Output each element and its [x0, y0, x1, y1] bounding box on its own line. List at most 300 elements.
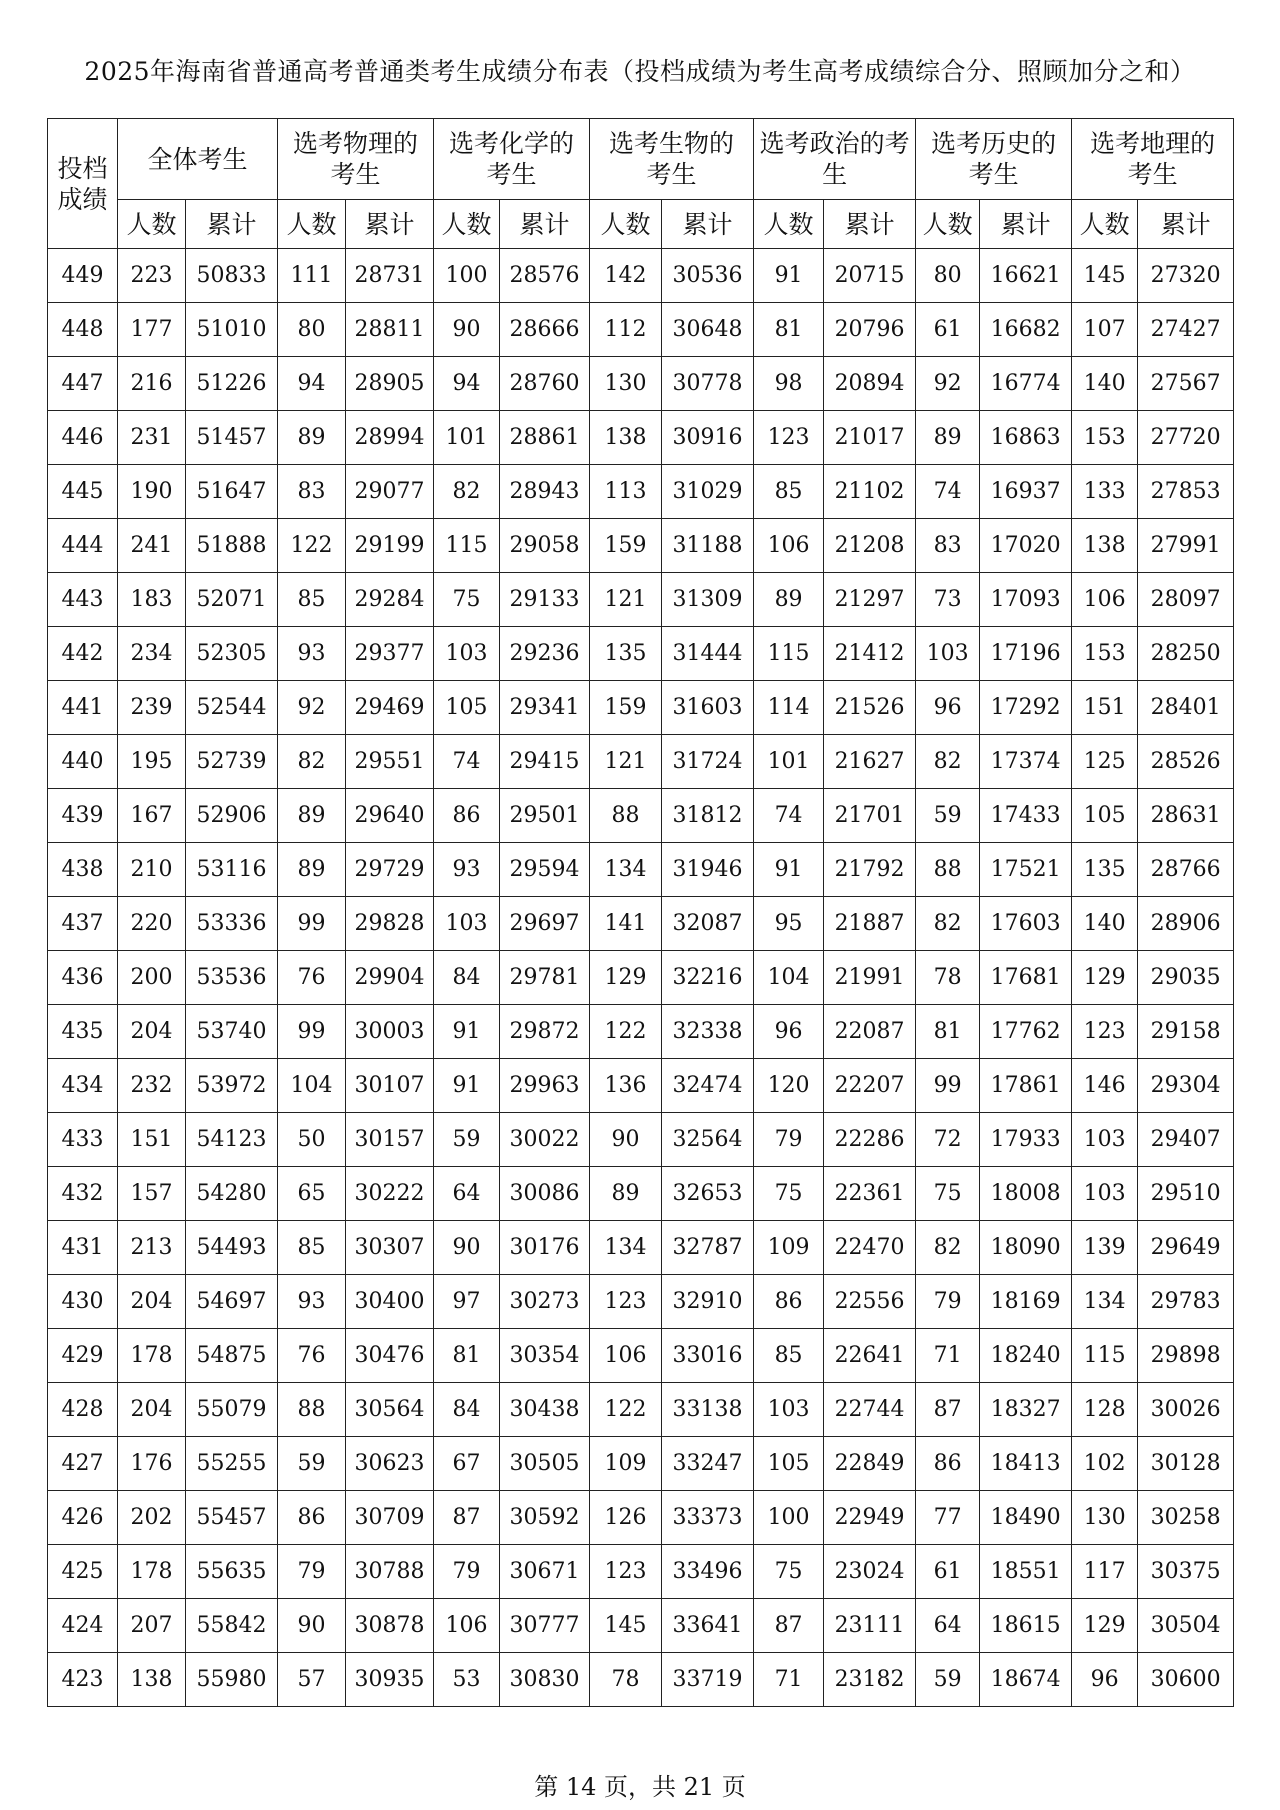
- count-cell: 100: [434, 249, 500, 303]
- cumulative-cell: 18169: [980, 1275, 1072, 1329]
- cumulative-cell: 54493: [186, 1221, 278, 1275]
- cumulative-cell: 54123: [186, 1113, 278, 1167]
- cumulative-cell: 28250: [1138, 627, 1234, 681]
- count-cell: 136: [590, 1059, 662, 1113]
- count-cell: 64: [434, 1167, 500, 1221]
- score-cell: 438: [48, 843, 118, 897]
- score-cell: 448: [48, 303, 118, 357]
- cumulative-cell: 30026: [1138, 1383, 1234, 1437]
- count-cell: 85: [278, 573, 346, 627]
- score-cell: 449: [48, 249, 118, 303]
- score-cell: 424: [48, 1599, 118, 1653]
- score-cell: 447: [48, 357, 118, 411]
- count-cell: 190: [118, 465, 186, 519]
- cumulative-cell: 21102: [824, 465, 916, 519]
- cumulative-cell: 20796: [824, 303, 916, 357]
- cumulative-cell: 51647: [186, 465, 278, 519]
- count-cell: 129: [1072, 1599, 1138, 1653]
- header-row-columns: [48, 200, 1234, 249]
- count-cell: 82: [916, 1221, 980, 1275]
- count-cell: 77: [916, 1491, 980, 1545]
- count-cell: 92: [916, 357, 980, 411]
- cumulative-cell: 33641: [662, 1599, 754, 1653]
- score-cell: 429: [48, 1329, 118, 1383]
- cumulative-cell: 17521: [980, 843, 1072, 897]
- count-cell: 125: [1072, 735, 1138, 789]
- cumulative-cell: 31812: [662, 789, 754, 843]
- count-cell: 94: [278, 357, 346, 411]
- count-cell: 112: [590, 303, 662, 357]
- count-cell: 82: [434, 465, 500, 519]
- cumulative-cell: 33719: [662, 1653, 754, 1707]
- score-cell: 443: [48, 573, 118, 627]
- score-column-header: 投档成绩: [48, 119, 118, 249]
- cumulative-cell: 30564: [346, 1383, 434, 1437]
- count-cell: 105: [754, 1437, 824, 1491]
- count-cell: 81: [916, 1005, 980, 1059]
- cumulative-cell: 29640: [346, 789, 434, 843]
- count-cell: 134: [590, 1221, 662, 1275]
- cumulative-cell: 28526: [1138, 735, 1234, 789]
- count-cell: 210: [118, 843, 186, 897]
- score-cell: 427: [48, 1437, 118, 1491]
- cumulative-cell: 17020: [980, 519, 1072, 573]
- cumulative-cell: 51888: [186, 519, 278, 573]
- cumulative-cell: 28861: [500, 411, 590, 465]
- cumulative-cell: 29872: [500, 1005, 590, 1059]
- table-row: [48, 1113, 1234, 1167]
- cumulative-cell: 30709: [346, 1491, 434, 1545]
- cumulative-cell: 17093: [980, 573, 1072, 627]
- count-cell: 141: [590, 897, 662, 951]
- cumulative-cell: 28576: [500, 249, 590, 303]
- count-cell: 151: [118, 1113, 186, 1167]
- cumulative-cell: 29904: [346, 951, 434, 1005]
- cumulative-cell: 22641: [824, 1329, 916, 1383]
- group-header: 全体考生: [118, 119, 278, 200]
- count-cell: 122: [590, 1383, 662, 1437]
- count-cell: 96: [754, 1005, 824, 1059]
- cumulative-cell: 17762: [980, 1005, 1072, 1059]
- count-header: 人数: [278, 200, 346, 249]
- cumulative-cell: 16863: [980, 411, 1072, 465]
- count-cell: 241: [118, 519, 186, 573]
- cumulative-cell: 32653: [662, 1167, 754, 1221]
- count-cell: 176: [118, 1437, 186, 1491]
- count-cell: 115: [754, 627, 824, 681]
- cumulative-header: 累计: [1138, 200, 1234, 249]
- cumulative-cell: 21887: [824, 897, 916, 951]
- count-cell: 200: [118, 951, 186, 1005]
- cumulative-cell: 18674: [980, 1653, 1072, 1707]
- cumulative-cell: 30505: [500, 1437, 590, 1491]
- cumulative-cell: 52071: [186, 573, 278, 627]
- cumulative-cell: 27320: [1138, 249, 1234, 303]
- count-cell: 59: [278, 1437, 346, 1491]
- cumulative-cell: 28994: [346, 411, 434, 465]
- cumulative-cell: 28666: [500, 303, 590, 357]
- count-cell: 75: [754, 1545, 824, 1599]
- count-cell: 78: [916, 951, 980, 1005]
- cumulative-cell: 30671: [500, 1545, 590, 1599]
- count-cell: 139: [1072, 1221, 1138, 1275]
- table-row: [48, 1383, 1234, 1437]
- count-cell: 105: [434, 681, 500, 735]
- table-row: [48, 735, 1234, 789]
- table-row: [48, 1005, 1234, 1059]
- cumulative-cell: 31444: [662, 627, 754, 681]
- count-cell: 121: [590, 573, 662, 627]
- count-cell: 106: [434, 1599, 500, 1653]
- cumulative-cell: 18240: [980, 1329, 1072, 1383]
- table-row: [48, 1167, 1234, 1221]
- count-cell: 74: [434, 735, 500, 789]
- cumulative-cell: 30778: [662, 357, 754, 411]
- cumulative-cell: 21412: [824, 627, 916, 681]
- cumulative-cell: 22556: [824, 1275, 916, 1329]
- count-header: 人数: [590, 200, 662, 249]
- count-cell: 109: [754, 1221, 824, 1275]
- cumulative-cell: 29035: [1138, 951, 1234, 1005]
- cumulative-cell: 50833: [186, 249, 278, 303]
- count-cell: 80: [916, 249, 980, 303]
- table-row: [48, 573, 1234, 627]
- count-cell: 89: [916, 411, 980, 465]
- count-cell: 59: [916, 789, 980, 843]
- cumulative-cell: 30273: [500, 1275, 590, 1329]
- count-cell: 85: [754, 465, 824, 519]
- cumulative-cell: 22744: [824, 1383, 916, 1437]
- count-cell: 138: [590, 411, 662, 465]
- score-cell: 440: [48, 735, 118, 789]
- count-cell: 114: [754, 681, 824, 735]
- count-cell: 183: [118, 573, 186, 627]
- cumulative-cell: 52739: [186, 735, 278, 789]
- count-cell: 145: [590, 1599, 662, 1653]
- cumulative-cell: 31029: [662, 465, 754, 519]
- cumulative-cell: 28760: [500, 357, 590, 411]
- table-body: [48, 249, 1234, 1707]
- score-cell: 437: [48, 897, 118, 951]
- cumulative-cell: 29781: [500, 951, 590, 1005]
- page-title: 2025年海南省普通高考普通类考生成绩分布表（投档成绩为考生高考成绩综合分、照顾加分之和）: [84, 57, 1196, 86]
- cumulative-cell: 17292: [980, 681, 1072, 735]
- count-cell: 61: [916, 303, 980, 357]
- cumulative-cell: 20894: [824, 357, 916, 411]
- count-cell: 57: [278, 1653, 346, 1707]
- count-cell: 64: [916, 1599, 980, 1653]
- cumulative-header: 累计: [980, 200, 1072, 249]
- count-cell: 153: [1072, 627, 1138, 681]
- count-cell: 91: [754, 249, 824, 303]
- count-cell: 216: [118, 357, 186, 411]
- cumulative-cell: 53972: [186, 1059, 278, 1113]
- cumulative-cell: 30476: [346, 1329, 434, 1383]
- cumulative-cell: 52544: [186, 681, 278, 735]
- cumulative-cell: 33373: [662, 1491, 754, 1545]
- count-cell: 87: [434, 1491, 500, 1545]
- cumulative-cell: 30830: [500, 1653, 590, 1707]
- cumulative-cell: 29729: [346, 843, 434, 897]
- cumulative-cell: 30536: [662, 249, 754, 303]
- table-row: [48, 1599, 1234, 1653]
- score-cell: 426: [48, 1491, 118, 1545]
- cumulative-cell: 21526: [824, 681, 916, 735]
- cumulative-cell: 22949: [824, 1491, 916, 1545]
- cumulative-cell: 28097: [1138, 573, 1234, 627]
- cumulative-cell: 55842: [186, 1599, 278, 1653]
- count-cell: 207: [118, 1599, 186, 1653]
- count-cell: 135: [1072, 843, 1138, 897]
- cumulative-cell: 28906: [1138, 897, 1234, 951]
- count-cell: 138: [1072, 519, 1138, 573]
- cumulative-cell: 32216: [662, 951, 754, 1005]
- count-cell: 220: [118, 897, 186, 951]
- count-cell: 89: [278, 789, 346, 843]
- count-cell: 113: [590, 465, 662, 519]
- table-row: [48, 627, 1234, 681]
- cumulative-cell: 30086: [500, 1167, 590, 1221]
- cumulative-cell: 23024: [824, 1545, 916, 1599]
- count-cell: 74: [754, 789, 824, 843]
- score-cell: 433: [48, 1113, 118, 1167]
- count-cell: 75: [754, 1167, 824, 1221]
- count-cell: 120: [754, 1059, 824, 1113]
- count-cell: 223: [118, 249, 186, 303]
- cumulative-header: 累计: [346, 200, 434, 249]
- count-cell: 80: [278, 303, 346, 357]
- count-cell: 93: [434, 843, 500, 897]
- table-row: [48, 411, 1234, 465]
- cumulative-cell: 33247: [662, 1437, 754, 1491]
- count-cell: 140: [1072, 897, 1138, 951]
- count-cell: 89: [278, 843, 346, 897]
- count-cell: 94: [434, 357, 500, 411]
- count-cell: 91: [754, 843, 824, 897]
- score-cell: 441: [48, 681, 118, 735]
- cumulative-cell: 22470: [824, 1221, 916, 1275]
- count-cell: 71: [916, 1329, 980, 1383]
- count-cell: 100: [754, 1491, 824, 1545]
- cumulative-cell: 54697: [186, 1275, 278, 1329]
- count-cell: 146: [1072, 1059, 1138, 1113]
- cumulative-cell: 30107: [346, 1059, 434, 1113]
- count-cell: 130: [590, 357, 662, 411]
- count-cell: 130: [1072, 1491, 1138, 1545]
- table-row: [48, 681, 1234, 735]
- cumulative-cell: 29058: [500, 519, 590, 573]
- cumulative-cell: 30878: [346, 1599, 434, 1653]
- score-cell: 439: [48, 789, 118, 843]
- cumulative-cell: 18008: [980, 1167, 1072, 1221]
- count-cell: 50: [278, 1113, 346, 1167]
- count-cell: 135: [590, 627, 662, 681]
- count-cell: 157: [118, 1167, 186, 1221]
- count-cell: 86: [278, 1491, 346, 1545]
- count-cell: 153: [1072, 411, 1138, 465]
- count-cell: 126: [590, 1491, 662, 1545]
- count-cell: 82: [278, 735, 346, 789]
- count-cell: 204: [118, 1275, 186, 1329]
- table-row: [48, 303, 1234, 357]
- count-cell: 73: [916, 573, 980, 627]
- cumulative-cell: 30777: [500, 1599, 590, 1653]
- cumulative-header: 累计: [500, 200, 590, 249]
- cumulative-cell: 51226: [186, 357, 278, 411]
- count-header: 人数: [118, 200, 186, 249]
- count-cell: 142: [590, 249, 662, 303]
- count-cell: 123: [590, 1275, 662, 1329]
- cumulative-header: 累计: [662, 200, 754, 249]
- count-cell: 87: [916, 1383, 980, 1437]
- cumulative-cell: 28905: [346, 357, 434, 411]
- cumulative-cell: 18327: [980, 1383, 1072, 1437]
- score-cell: 430: [48, 1275, 118, 1329]
- cumulative-cell: 22849: [824, 1437, 916, 1491]
- count-cell: 91: [434, 1059, 500, 1113]
- count-cell: 91: [434, 1005, 500, 1059]
- cumulative-cell: 32910: [662, 1275, 754, 1329]
- count-cell: 75: [434, 573, 500, 627]
- count-cell: 138: [118, 1653, 186, 1707]
- cumulative-cell: 21701: [824, 789, 916, 843]
- count-cell: 76: [278, 1329, 346, 1383]
- count-cell: 106: [754, 519, 824, 573]
- count-cell: 67: [434, 1437, 500, 1491]
- count-cell: 90: [434, 303, 500, 357]
- count-header: 人数: [754, 200, 824, 249]
- count-cell: 65: [278, 1167, 346, 1221]
- cumulative-cell: 29341: [500, 681, 590, 735]
- cumulative-cell: 32564: [662, 1113, 754, 1167]
- table-row: [48, 1275, 1234, 1329]
- cumulative-cell: 16621: [980, 249, 1072, 303]
- score-cell: 446: [48, 411, 118, 465]
- cumulative-cell: 23182: [824, 1653, 916, 1707]
- score-cell: 444: [48, 519, 118, 573]
- cumulative-cell: 28731: [346, 249, 434, 303]
- count-cell: 123: [754, 411, 824, 465]
- count-cell: 101: [434, 411, 500, 465]
- count-cell: 98: [754, 357, 824, 411]
- score-cell: 428: [48, 1383, 118, 1437]
- cumulative-cell: 29158: [1138, 1005, 1234, 1059]
- group-header: 选考地理的考生: [1072, 119, 1234, 200]
- count-cell: 74: [916, 465, 980, 519]
- count-cell: 85: [754, 1329, 824, 1383]
- cumulative-cell: 18551: [980, 1545, 1072, 1599]
- cumulative-cell: 33496: [662, 1545, 754, 1599]
- cumulative-cell: 33016: [662, 1329, 754, 1383]
- count-cell: 234: [118, 627, 186, 681]
- count-cell: 115: [1072, 1329, 1138, 1383]
- cumulative-cell: 29407: [1138, 1113, 1234, 1167]
- count-cell: 90: [590, 1113, 662, 1167]
- header-row-groups: [48, 119, 1234, 200]
- cumulative-cell: 51457: [186, 411, 278, 465]
- cumulative-cell: 17681: [980, 951, 1072, 1005]
- count-cell: 106: [1072, 573, 1138, 627]
- score-cell: 435: [48, 1005, 118, 1059]
- count-cell: 93: [278, 1275, 346, 1329]
- count-cell: 83: [916, 519, 980, 573]
- count-cell: 178: [118, 1329, 186, 1383]
- count-cell: 90: [278, 1599, 346, 1653]
- table-row: [48, 249, 1234, 303]
- count-cell: 232: [118, 1059, 186, 1113]
- cumulative-cell: 52305: [186, 627, 278, 681]
- count-cell: 82: [916, 897, 980, 951]
- count-cell: 76: [278, 951, 346, 1005]
- count-cell: 128: [1072, 1383, 1138, 1437]
- cumulative-cell: 31188: [662, 519, 754, 573]
- cumulative-cell: 28631: [1138, 789, 1234, 843]
- cumulative-cell: 30916: [662, 411, 754, 465]
- count-cell: 122: [278, 519, 346, 573]
- cumulative-cell: 31724: [662, 735, 754, 789]
- cumulative-cell: 30788: [346, 1545, 434, 1599]
- count-header: 人数: [434, 200, 500, 249]
- cumulative-cell: 18090: [980, 1221, 1072, 1275]
- count-cell: 109: [590, 1437, 662, 1491]
- count-cell: 134: [1072, 1275, 1138, 1329]
- cumulative-cell: 28401: [1138, 681, 1234, 735]
- count-cell: 99: [278, 1005, 346, 1059]
- cumulative-cell: 29697: [500, 897, 590, 951]
- cumulative-cell: 17861: [980, 1059, 1072, 1113]
- table-row: [48, 1221, 1234, 1275]
- cumulative-cell: 29284: [346, 573, 434, 627]
- count-cell: 89: [590, 1167, 662, 1221]
- count-cell: 95: [754, 897, 824, 951]
- cumulative-cell: 51010: [186, 303, 278, 357]
- cumulative-cell: 29963: [500, 1059, 590, 1113]
- cumulative-cell: 22207: [824, 1059, 916, 1113]
- cumulative-cell: 29077: [346, 465, 434, 519]
- count-cell: 82: [916, 735, 980, 789]
- count-cell: 151: [1072, 681, 1138, 735]
- count-cell: 83: [278, 465, 346, 519]
- cumulative-cell: 23111: [824, 1599, 916, 1653]
- cumulative-cell: 29133: [500, 573, 590, 627]
- table-row: [48, 1329, 1234, 1383]
- count-cell: 178: [118, 1545, 186, 1599]
- count-cell: 88: [590, 789, 662, 843]
- cumulative-cell: 22286: [824, 1113, 916, 1167]
- count-cell: 88: [916, 843, 980, 897]
- table-row: [48, 1437, 1234, 1491]
- cumulative-cell: 21017: [824, 411, 916, 465]
- score-cell: 442: [48, 627, 118, 681]
- cumulative-cell: 30648: [662, 303, 754, 357]
- table-row: [48, 519, 1234, 573]
- cumulative-cell: 29594: [500, 843, 590, 897]
- count-cell: 79: [754, 1113, 824, 1167]
- table-row: [48, 465, 1234, 519]
- cumulative-cell: 18615: [980, 1599, 1072, 1653]
- cumulative-cell: 30258: [1138, 1491, 1234, 1545]
- cumulative-cell: 30022: [500, 1113, 590, 1167]
- group-header: 选考化学的考生: [434, 119, 590, 200]
- cumulative-cell: 29304: [1138, 1059, 1234, 1113]
- cumulative-cell: 17196: [980, 627, 1072, 681]
- count-cell: 92: [278, 681, 346, 735]
- count-cell: 53: [434, 1653, 500, 1707]
- score-distribution-table: [47, 118, 1234, 1707]
- count-cell: 88: [278, 1383, 346, 1437]
- score-cell: 432: [48, 1167, 118, 1221]
- cumulative-cell: 17374: [980, 735, 1072, 789]
